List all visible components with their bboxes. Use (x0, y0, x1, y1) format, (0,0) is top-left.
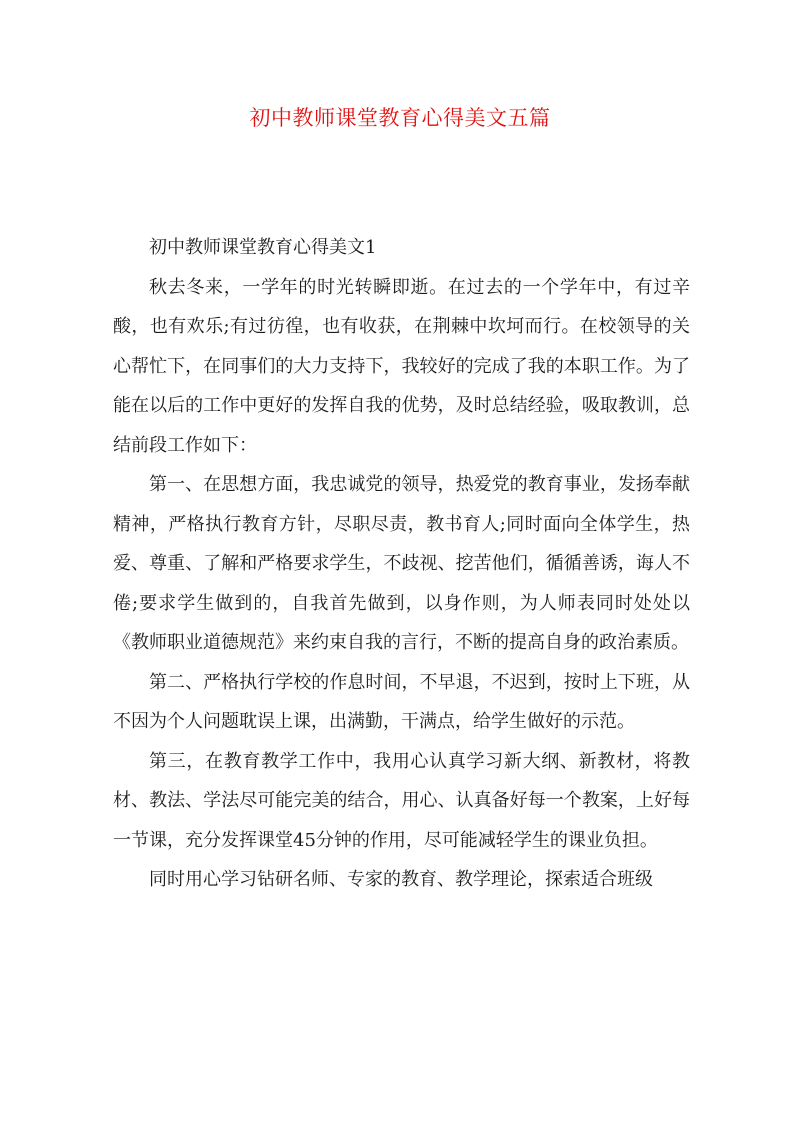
paragraph-first-point: 第一、在思想方面，我忠诚党的领导，热爱党的教育事业，发扬奉献精神，严格执行教育方针，尽职尽责，教书育人;同时面向全体学生，热爱、尊重、了解和严格要求学生，不歧视、挖苦他们，循循善诱，诲人不倦;要求学生做到的，自我首先做到，以身作则，为人师表同时处处以《教师职业道德规范》来约束自我的言行，不断的提高自身的政治素质。 (113, 474, 690, 653)
paragraph-continuation: 同时用心学习钻研名师、专家的教育、教学理论，探索适合班级 (149, 869, 653, 890)
paragraph-intro: 秋去冬来，一学年的时光转瞬即逝。在过去的一个学年中，有过辛酸，也有欢乐;有过彷徨，也有收获，在荆棘中坎坷而行。在校领导的关心帮忙下，在同事们的大力支持下，我较好的完成了我的本职工作。为了能在以后的工作中更好的发挥自我的优势，及时总结经验，吸取教训，总结前段工作如下： (113, 276, 690, 456)
paragraph-second-point: 第二、严格执行学校的作息时间，不早退，不迟到，按时上下班，从不因为个人问题耽误上课，出满勤，干满点，给学生做好的示范。 (113, 671, 690, 732)
paragraph-third-point: 第三，在教育教学工作中，我用心认真学习新大纲、新教材，将教材、教法、学法尽可能完美的结合，用心、认真备好每一个教案，上好每一节课，充分发挥课堂45分钟的作用，尽可能减轻学生的课业负担。 (113, 750, 690, 851)
section-heading: 初中教师课堂教育心得美文1 (149, 237, 377, 258)
document-body (113, 228, 690, 900)
document-title: 初中教师课堂教育心得美文五篇 (249, 106, 551, 130)
